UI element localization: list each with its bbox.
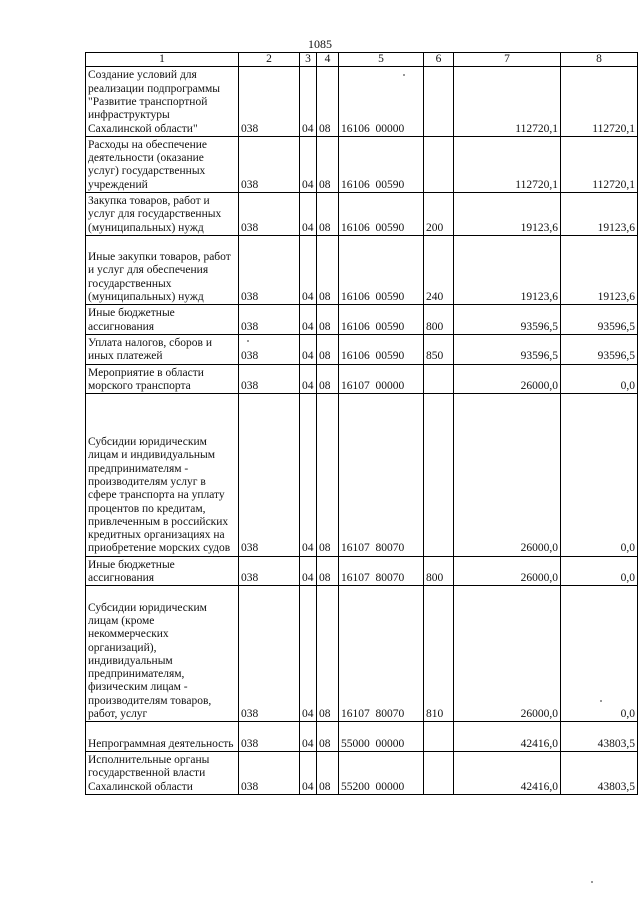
target-article-cell: 16107 00000 [339, 364, 424, 394]
amount-year1-cell: 19123,6 [454, 192, 561, 235]
header-cell: 3 [300, 53, 317, 67]
amount-year2-cell: 93596,5 [561, 334, 638, 364]
section-code-cell: 04 [300, 305, 317, 335]
ved-code-cell: 038 [239, 556, 300, 586]
target-article-cell: 16106 00590 [339, 192, 424, 235]
row-name-cell: Создание условий для реализации подпрограммы "Развитие транспортной инфраструктуры Сахалинской области" [86, 67, 239, 137]
row-name-cell: Уплата налогов, сборов и иных платежей [86, 334, 239, 364]
row-name-cell: Непрограммная деятельность [86, 722, 239, 752]
subsection-code-cell: 08 [317, 586, 339, 722]
table-row [86, 192, 638, 235]
scan-speck [591, 881, 593, 883]
ved-code-cell: 038 [239, 136, 300, 192]
amount-year1-cell: 26000,0 [454, 394, 561, 557]
subsection-code-cell: 08 [317, 67, 339, 137]
table-row [86, 586, 638, 722]
header-cell: 6 [424, 53, 454, 67]
section-code-cell: 04 [300, 334, 317, 364]
table-row [86, 334, 638, 364]
subsection-code-cell: 08 [317, 305, 339, 335]
header-cell: 8 [561, 53, 638, 67]
target-article-cell: 16106 00000 [339, 67, 424, 137]
table-row [86, 67, 638, 137]
section-code-cell: 04 [300, 136, 317, 192]
amount-year2-cell: 19123,6 [561, 192, 638, 235]
expense-type-cell [424, 136, 454, 192]
row-name-cell: Иные закупки товаров, работ и услуг для обеспечения государственных (муниципальных) нужд [86, 235, 239, 305]
table-body [86, 67, 638, 795]
budget-table [85, 52, 638, 795]
section-code-cell: 04 [300, 364, 317, 394]
amount-year1-cell: 19123,6 [454, 235, 561, 305]
amount-year2-cell: 43803,5 [561, 722, 638, 752]
expense-type-cell: 800 [424, 556, 454, 586]
amount-year2-cell: 112720,1 [561, 136, 638, 192]
subsection-code-cell: 08 [317, 364, 339, 394]
ved-code-cell: 038 [239, 334, 300, 364]
page-number: 1085 [308, 37, 332, 51]
target-article-cell: 16106 00590 [339, 136, 424, 192]
expense-type-cell [424, 394, 454, 557]
subsection-code-cell: 08 [317, 394, 339, 557]
amount-year1-cell: 26000,0 [454, 364, 561, 394]
target-article-cell: 16107 80070 [339, 556, 424, 586]
ved-code-cell: 038 [239, 364, 300, 394]
expense-type-cell [424, 364, 454, 394]
scan-speck [247, 340, 249, 342]
section-code-cell: 04 [300, 192, 317, 235]
section-code-cell: 04 [300, 751, 317, 794]
target-article-cell: 16106 00590 [339, 235, 424, 305]
amount-year1-cell: 93596,5 [454, 305, 561, 335]
amount-year1-cell: 93596,5 [454, 334, 561, 364]
row-name-cell: Иные бюджетные ассигнования [86, 556, 239, 586]
expense-type-cell: 850 [424, 334, 454, 364]
ved-code-cell: 038 [239, 722, 300, 752]
amount-year2-cell: 112720,1 [561, 67, 638, 137]
target-article-cell: 16106 00590 [339, 334, 424, 364]
target-article-cell: 16106 00590 [339, 305, 424, 335]
subsection-code-cell: 08 [317, 192, 339, 235]
subsection-code-cell: 08 [317, 722, 339, 752]
subsection-code-cell: 08 [317, 136, 339, 192]
header-cell: 4 [317, 53, 339, 67]
amount-year1-cell: 112720,1 [454, 67, 561, 137]
table-row [86, 722, 638, 752]
ved-code-cell: 038 [239, 67, 300, 137]
table-row [86, 136, 638, 192]
subsection-code-cell: 08 [317, 334, 339, 364]
target-article-cell: 16107 80070 [339, 586, 424, 722]
amount-year2-cell: 0,0 [561, 556, 638, 586]
ved-code-cell: 038 [239, 235, 300, 305]
section-code-cell: 04 [300, 235, 317, 305]
expense-type-cell [424, 751, 454, 794]
expense-type-cell [424, 67, 454, 137]
target-article-cell: 16107 80070 [339, 394, 424, 557]
table-row [86, 751, 638, 794]
amount-year2-cell: 0,0 [561, 394, 638, 557]
amount-year1-cell: 26000,0 [454, 556, 561, 586]
row-name-cell: Иные бюджетные ассигнования [86, 305, 239, 335]
amount-year2-cell: 19123,6 [561, 235, 638, 305]
amount-year2-cell: 93596,5 [561, 305, 638, 335]
expense-type-cell: 810 [424, 586, 454, 722]
row-name-cell: Мероприятие в области морского транспорта [86, 364, 239, 394]
ved-code-cell: 038 [239, 751, 300, 794]
expense-type-cell: 240 [424, 235, 454, 305]
table-row [86, 364, 638, 394]
section-code-cell: 04 [300, 556, 317, 586]
scan-speck [600, 700, 602, 702]
amount-year1-cell: 112720,1 [454, 136, 561, 192]
section-code-cell: 04 [300, 394, 317, 557]
header-cell: 2 [239, 53, 300, 67]
expense-type-cell: 200 [424, 192, 454, 235]
row-name-cell: Закупка товаров, работ и услуг для государственных (муниципальных) нужд [86, 192, 239, 235]
subsection-code-cell: 08 [317, 556, 339, 586]
row-name-cell: Расходы на обеспечение деятельности (оказание услуг) государственных учреждений [86, 136, 239, 192]
section-code-cell: 04 [300, 586, 317, 722]
table-row [86, 235, 638, 305]
header-cell: 1 [86, 53, 239, 67]
expense-type-cell: 800 [424, 305, 454, 335]
header-cell: 7 [454, 53, 561, 67]
amount-year1-cell: 42416,0 [454, 722, 561, 752]
scan-speck [403, 74, 405, 76]
row-name-cell: Исполнительные органы государственной власти Сахалинской области [86, 751, 239, 794]
target-article-cell: 55000 00000 [339, 722, 424, 752]
table-row [86, 305, 638, 335]
amount-year2-cell: 43803,5 [561, 751, 638, 794]
subsection-code-cell: 08 [317, 751, 339, 794]
header-cell: 5 [339, 53, 424, 67]
amount-year2-cell: 0,0 [561, 364, 638, 394]
ved-code-cell: 038 [239, 586, 300, 722]
target-article-cell: 55200 00000 [339, 751, 424, 794]
header-row [86, 53, 638, 67]
ved-code-cell: 038 [239, 394, 300, 557]
subsection-code-cell: 08 [317, 235, 339, 305]
amount-year1-cell: 42416,0 [454, 751, 561, 794]
table-row [86, 556, 638, 586]
ved-code-cell: 038 [239, 305, 300, 335]
table-row [86, 394, 638, 557]
section-code-cell: 04 [300, 67, 317, 137]
section-code-cell: 04 [300, 722, 317, 752]
row-name-cell: Субсидии юридическим лицам и индивидуальным предпринимателям - производителям услуг в сфере транспорта на уплату процентов по кредитам, привлеченным в российских кредитных организациях на приобретение морских судов [86, 394, 239, 557]
amount-year1-cell: 26000,0 [454, 586, 561, 722]
ved-code-cell: 038 [239, 192, 300, 235]
amount-year2-cell: 0,0 [561, 586, 638, 722]
row-name-cell: Субсидии юридическим лицам (кроме некоммерческих организаций), индивидуальным предпринимателям, физическим лицам - производителям товаров, работ, услуг [86, 586, 239, 722]
expense-type-cell [424, 722, 454, 752]
